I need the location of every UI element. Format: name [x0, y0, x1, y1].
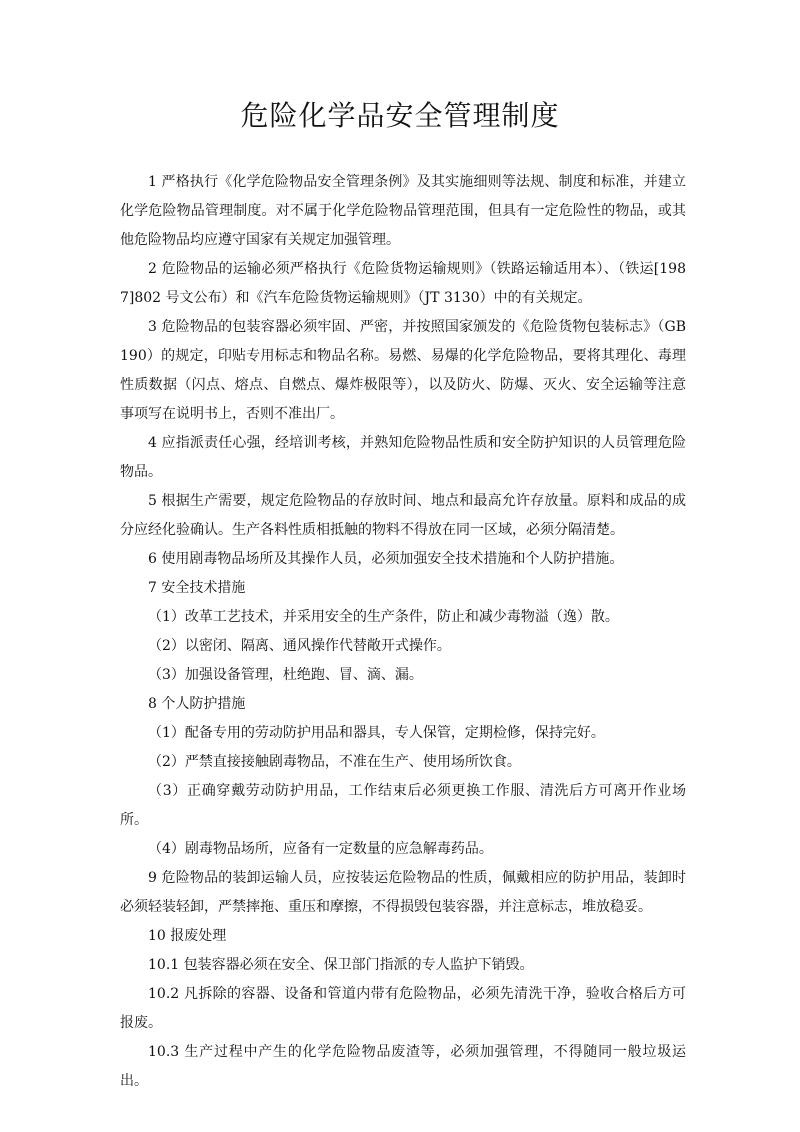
document-body	[120, 168, 686, 1096]
section-7-heading: 7 安全技术措施	[148, 580, 246, 596]
section-10-item-1: 10.1 包装容器必须在安全、保卫部门指派的专人监护下销毁。	[148, 957, 534, 973]
section-7-item-1: （1）改革工艺技术，并采用安全的生产条件，防止和减少毒物溢（逸）散。	[148, 609, 619, 625]
paragraph-1: 1 严格执行《化学危险物品安全管理条例》及其实施细则等法规、制度和标准，并建立化学危险物品管理制度。对不属于化学危险物品管理范围，但具有一定危险性的物品，或其他危险物品均应遵守国家有关规定加强管理。	[120, 174, 686, 248]
paragraph-2: 2 危险物品的运输必须严格执行《危险货物运输规则》（铁路运输适用本）、（铁运[1987]802 号文公布）和《汽车危险货物运输规则》（JT 3130）中的有关规定。	[120, 261, 686, 306]
paragraph-9: 9 危险物品的装卸运输人员，应按装运危险物品的性质，佩戴相应的防护用品，装卸时必须轻装轻卸，严禁摔拖、重压和摩擦，不得损毁包装容器，并注意标志，堆放稳妥。	[120, 870, 686, 915]
paragraph-4: 4 应指派责任心强，经培训考核，并熟知危险物品性质和安全防护知识的人员管理危险物品。	[120, 435, 686, 480]
section-7-item-3: （3）加强设备管理，杜绝跑、冒、滴、漏。	[148, 667, 423, 683]
section-10-heading: 10 报废处理	[148, 928, 227, 944]
section-7-item-2: （2）以密闭、隔离、通风操作代替敞开式操作。	[148, 638, 451, 654]
section-8-item-3: （3）正确穿戴劳动防护用品，工作结束后必须更换工作服、清洗后方可离开作业场所。	[120, 783, 686, 828]
paragraph-3: 3 危险物品的包装容器必须牢固、严密，并按照国家颁发的《危险货物包装标志》（GB 190）的规定，印贴专用标志和物品名称。易燃、易爆的化学危险物品，要将其理化、毒理性质数据（闪点、熔点、自燃点、爆炸极限等），以及防火、防爆、灭火、安全运输等注意事项写在说明书上，否则不准出厂。	[120, 319, 686, 422]
section-8-item-1: （1）配备专用的劳动防护用品和器具，专人保管，定期检修，保持完好。	[148, 725, 605, 741]
section-10-item-3: 10.3 生产过程中产生的化学危险物品废渣等，必须加强管理，不得随同一般垃圾运出。	[120, 1044, 686, 1089]
section-8-item-2: （2）严禁直接接触剧毒物品，不准在生产、使用场所饮食。	[148, 754, 521, 770]
section-10-item-2: 10.2 凡拆除的容器、设备和管道内带有危险物品，必须先清洗干净，验收合格后方可报废。	[120, 986, 686, 1031]
section-8-item-4: （4）剧毒物品场所，应备有一定数量的应急解毒药品。	[148, 841, 493, 857]
section-8-heading: 8 个人防护措施	[148, 696, 246, 712]
document-title: 危险化学品安全管理制度	[240, 99, 560, 132]
paragraph-5: 5 根据生产需要，规定危险物品的存放时间、地点和最高允许存放量。原料和成品的成分应经化验确认。生产各料性质相抵触的物料不得放在同一区域，必须分隔清楚。	[120, 493, 686, 538]
paragraph-6: 6 使用剧毒物品场所及其操作人员，必须加强安全技术措施和个人防护措施。	[148, 551, 624, 567]
